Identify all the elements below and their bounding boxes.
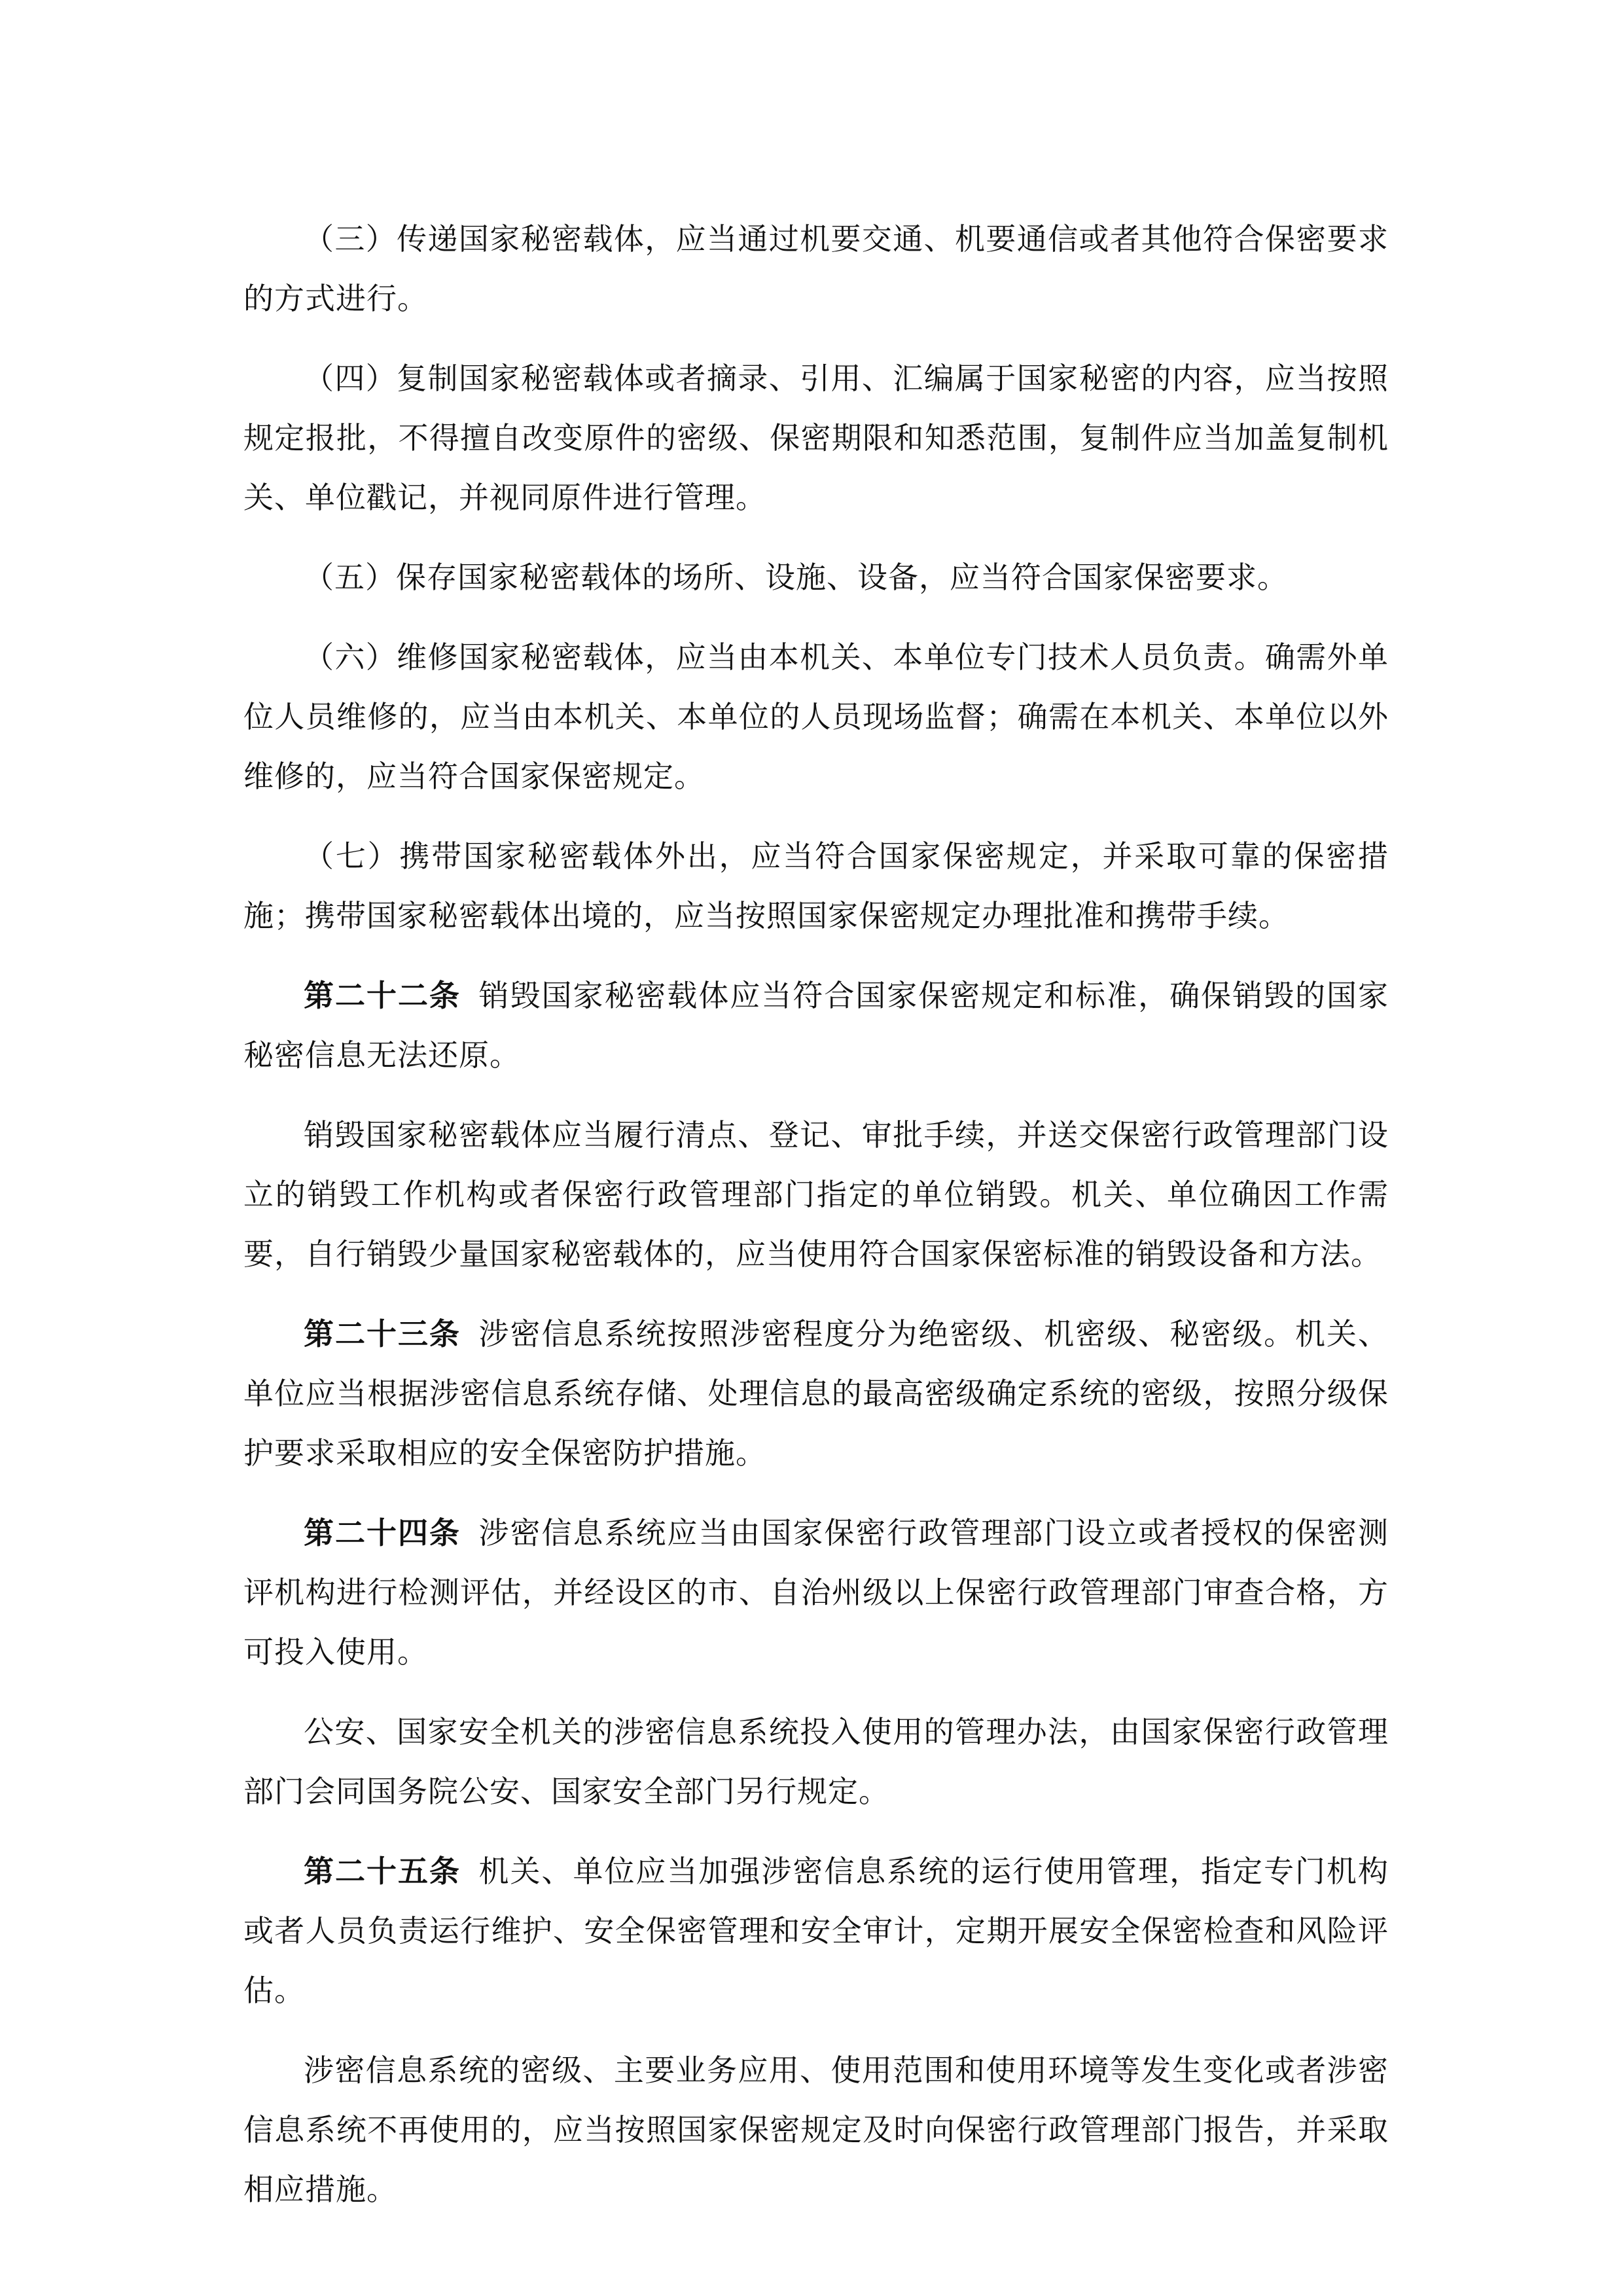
paragraph-text: （五）保存国家秘密载体的场所、设施、设备，应当符合国家保密要求。: [304, 560, 1288, 595]
paragraph-item-3: [243, 209, 1389, 329]
article-number: 第二十五条: [304, 1854, 461, 1889]
paragraph-item-4: [243, 349, 1389, 528]
paragraph-text: （七）携带国家秘密载体外出，应当符合国家保密规定，并采取可靠的保密措施；携带国家秘密载体出境的，应当按照国家保密规定办理批准和携带手续。: [243, 838, 1389, 933]
article-22: [243, 966, 1389, 1085]
paragraph-text: 机关、单位应当加强涉密信息系统的运行使用管理，指定专门机构或者人员负责运行维护、安全保密管理和安全审计，定期开展安全保密检查和风险评估。: [243, 1854, 1389, 2008]
article-24-paragraph-2: [243, 1702, 1389, 1821]
article-23: [243, 1304, 1389, 1483]
article-24: [243, 1503, 1389, 1682]
article-22-paragraph-2: [243, 1105, 1389, 1284]
article-25-paragraph-2: [243, 2041, 1389, 2219]
article-number: 第二十四条: [304, 1515, 461, 1551]
paragraph-text: 销毁国家秘密载体应当履行清点、登记、审批手续，并送交保密行政管理部门设立的销毁工作机构或者保密行政管理部门指定的单位销毁。机关、单位确因工作需要，自行销毁少量国家秘密载体的，应当使用符合国家保密标准的销毁设备和方法。: [243, 1117, 1389, 1272]
paragraph-text: 涉密信息系统应当由国家保密行政管理部门设立或者授权的保密测评机构进行检测评估，并经设区的市、自治州级以上保密行政管理部门审查合格，方可投入使用。: [243, 1515, 1389, 1670]
paragraph-text: 涉密信息系统的密级、主要业务应用、使用范围和使用环境等发生变化或者涉密信息系统不再使用的，应当按照国家保密规定及时向保密行政管理部门报告，并采取相应措施。: [243, 2053, 1389, 2207]
paragraph-text: （三）传递国家秘密载体，应当通过机要交通、机要通信或者其他符合保密要求的方式进行。: [243, 221, 1389, 316]
paragraph-item-7: [243, 827, 1389, 946]
article-25: [243, 1842, 1389, 2020]
paragraph-text: 公安、国家安全机关的涉密信息系统投入使用的管理办法，由国家保密行政管理部门会同国务院公安、国家安全部门另行规定。: [243, 1714, 1389, 1809]
document-page: [243, 209, 1389, 2240]
article-number: 第二十二条: [304, 978, 461, 1013]
paragraph-item-6: [243, 628, 1389, 806]
paragraph-text: （六）维修国家秘密载体，应当由本机关、本单位专门技术人员负责。确需外单位人员维修的，应当由本机关、本单位的人员现场监督；确需在本机关、本单位以外维修的，应当符合国家保密规定。: [243, 639, 1389, 794]
paragraph-text: （四）复制国家秘密载体或者摘录、引用、汇编属于国家秘密的内容，应当按照规定报批，不得擅自改变原件的密级、保密期限和知悉范围，复制件应当加盖复制机关、单位戳记，并视同原件进行管理。: [243, 361, 1389, 515]
article-number: 第二十三条: [304, 1316, 461, 1352]
paragraph-text: 销毁国家秘密载体应当符合国家保密规定和标准，确保销毁的国家秘密信息无法还原。: [243, 978, 1389, 1073]
paragraph-item-5: [243, 548, 1389, 607]
paragraph-text: 涉密信息系统按照涉密程度分为绝密级、机密级、秘密级。机关、单位应当根据涉密信息系统存储、处理信息的最高密级确定系统的密级，按照分级保护要求采取相应的安全保密防护措施。: [243, 1316, 1389, 1471]
